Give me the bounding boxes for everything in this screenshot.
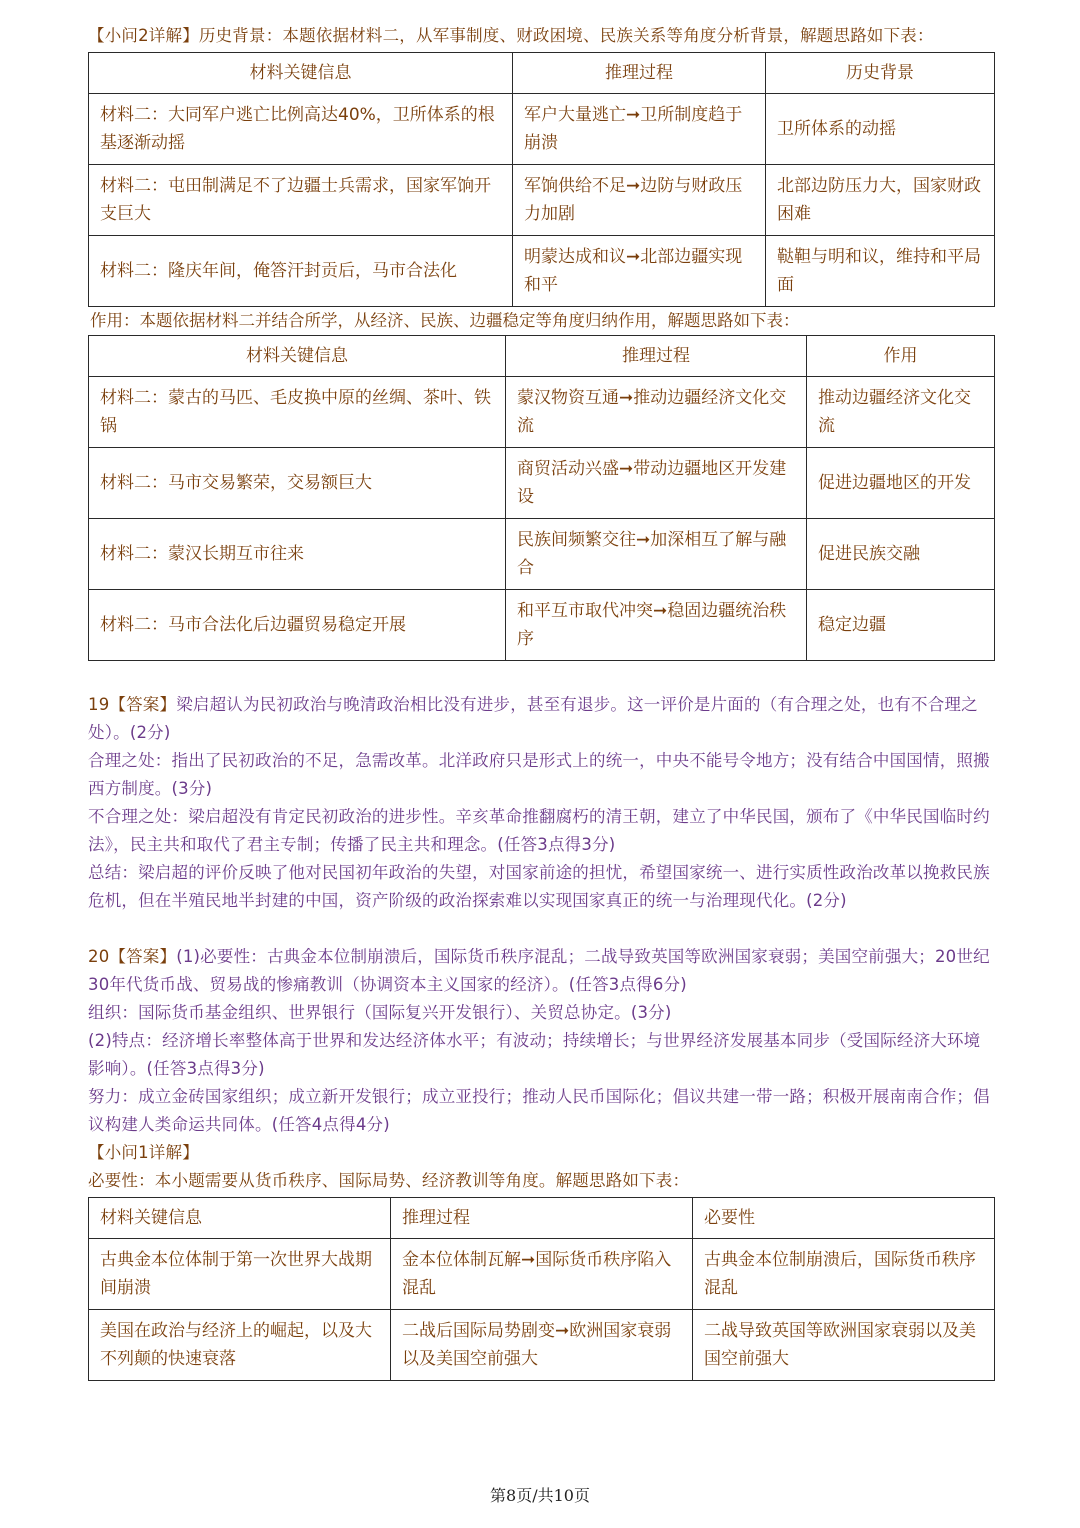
necessity-table: [88, 1197, 995, 1381]
table-row: [89, 377, 995, 448]
table-cell: 古典金本位体制于第一次世界大战期间崩溃: [89, 1239, 391, 1310]
answer-19-line-2: 合理之处：指出了民初政治的不足，急需改革。北洋政府只是形式上的统一，中央不能号令地方；没有结合中国国情，照搬西方制度。(3分): [88, 751, 990, 798]
answer-20-label: 20【答案】: [88, 947, 177, 966]
table-header-row: [89, 1198, 995, 1239]
table-cell: 材料二：屯田制满足不了边疆士兵需求，国家军饷开支巨大: [89, 165, 513, 236]
table-cell: 促进边疆地区的开发: [807, 448, 995, 519]
table-cell: 蒙汉物资互通➞推动边疆经济文化交流: [506, 377, 807, 448]
table-header: 推理过程: [513, 53, 766, 94]
table-header: 必要性: [693, 1198, 995, 1239]
table-cell: 美国在政治与经济上的崛起，以及大不列颠的快速衰落: [89, 1310, 391, 1381]
answer-19: [88, 691, 994, 915]
table-cell: 民族间频繁交往➞加深相互了解与融合: [506, 519, 807, 590]
table-cell: 稳定边疆: [807, 590, 995, 661]
answer-20-line-4: 努力：成立金砖国家组织；成立新开发银行；成立亚投行；推动人民币国际化；倡议共建一带一路；积极开展南南合作；倡议构建人类命运共同体。(任答4点得4分): [88, 1087, 990, 1134]
answer-20: [88, 943, 994, 1139]
table-header-row: [89, 53, 995, 94]
table-cell: 材料二：蒙古的马匹、毛皮换中原的丝绸、茶叶、铁锅: [89, 377, 506, 448]
table-cell: 商贸活动兴盛➞带动边疆地区开发建设: [506, 448, 807, 519]
answer-20-line-3: (2)特点：经济增长率整体高于世界和发达经济体水平；有波动；持续增长；与世界经济发展基本同步（受国际经济大环境影响）。(任答3点得3分): [88, 1031, 981, 1078]
table-header: 作用: [807, 336, 995, 377]
table-cell: 卫所体系的动摇: [766, 94, 995, 165]
table-header: 推理过程: [506, 336, 807, 377]
answer-19-label: 19【答案】: [88, 695, 177, 714]
answer-19-line-3: 不合理之处：梁启超没有肯定民初政治的进步性。辛亥革命推翻腐朽的清王朝，建立了中华民国，颁布了《中华民国临时约法》，民主共和取代了君主专制；传播了民主共和理念。(任答3点得3分): [88, 807, 990, 854]
table-row: [89, 519, 995, 590]
table-cell: 推动边疆经济文化交流: [807, 377, 995, 448]
table-cell: 鞑靼与明和议，维持和平局面: [766, 236, 995, 307]
table-cell: 军饷供给不足➞边防与财政压力加剧: [513, 165, 766, 236]
table-row: [89, 94, 995, 165]
table-cell: 古典金本位制崩溃后，国际货币秩序混乱: [693, 1239, 995, 1310]
table-header: 材料关键信息: [89, 336, 506, 377]
table-header: 历史背景: [766, 53, 995, 94]
table-header-row: [89, 336, 995, 377]
table-cell: 和平互市取代冲突➞稳固边疆统治秩序: [506, 590, 807, 661]
table-cell: 材料二：隆庆年间，俺答汗封贡后，马市合法化: [89, 236, 513, 307]
answer-19-line-4: 总结：梁启超的评价反映了他对民国初年政治的失望，对国家前途的担忧，希望国家统一、进行实质性政治改革以挽救民族危机，但在半殖民地半封建的中国，资产阶级的政治探索难以实现国家真正的统一与治理现代化。(2分): [88, 863, 990, 910]
table-row: [89, 165, 995, 236]
answer-19-line-1: 19【答案】梁启超认为民初政治与晚清政治相比没有进步，甚至有退步。这一评价是片面的（有合理之处，也有不合理之处）。(2分): [88, 695, 978, 742]
table-cell: 材料二：蒙汉长期互市往来: [89, 519, 506, 590]
table-cell: 军户大量逃亡➞卫所制度趋于崩溃: [513, 94, 766, 165]
q1-intro: 必要性：本小题需要从货币秩序、国际局势、经济教训等角度。解题思路如下表：: [88, 1171, 690, 1190]
table-cell: 二战后国际局势剧变➞欧洲国家衰弱以及美国空前强大: [391, 1310, 693, 1381]
table-row: [89, 448, 995, 519]
table-cell: 材料二：马市交易繁荣，交易额巨大: [89, 448, 506, 519]
answer-20-line-1: 20【答案】(1)必要性：古典金本位制崩溃后，国际货币秩序混乱；二战导致英国等欧洲国家衰弱；美国空前强大；20世纪30年代货币战、贸易战的惨痛教训（协调资本主义国家的经济）。(任答3点得6分): [88, 947, 990, 994]
table-row: [89, 1239, 995, 1310]
table-cell: 明蒙达成和议➞北部边疆实现和平: [513, 236, 766, 307]
table-row: [89, 590, 995, 661]
table-header: 材料关键信息: [89, 53, 513, 94]
table-header: 推理过程: [391, 1198, 693, 1239]
table-row: [89, 1310, 995, 1381]
table-cell: 材料二：大同军户逃亡比例高达40%，卫所体系的根基逐渐动摇: [89, 94, 513, 165]
table-cell: 二战导致英国等欧洲国家衰弱以及美国空前强大: [693, 1310, 995, 1381]
page-content: [88, 22, 994, 1381]
q1-heading: 【小问1详解】: [88, 1143, 199, 1162]
history-background-table: [88, 52, 995, 307]
table-cell: 北部边防压力大，国家财政困难: [766, 165, 995, 236]
table-cell: 金本位体制瓦解➞国际货币秩序陷入混乱: [391, 1239, 693, 1310]
page-number: 第8页/共10页: [490, 1486, 590, 1505]
table-cell: 材料二：马市合法化后边疆贸易稳定开展: [89, 590, 506, 661]
table-header: 材料关键信息: [89, 1198, 391, 1239]
answer-20-line-2: 组织：国际货币基金组织、世界银行（国际复兴开发银行）、关贸总协定。(3分): [88, 1003, 672, 1022]
role-table: [88, 335, 995, 661]
role-intro: 作用：本题依据材料二并结合所学，从经济、民族、边疆稳定等角度归纳作用，解题思路如下表：: [90, 311, 800, 330]
table-row: [89, 236, 995, 307]
table-cell: 促进民族交融: [807, 519, 995, 590]
q2-intro: 【小问2详解】历史背景：本题依据材料二，从军事制度、财政困境、民族关系等角度分析背景，解题思路如下表：: [88, 26, 934, 45]
